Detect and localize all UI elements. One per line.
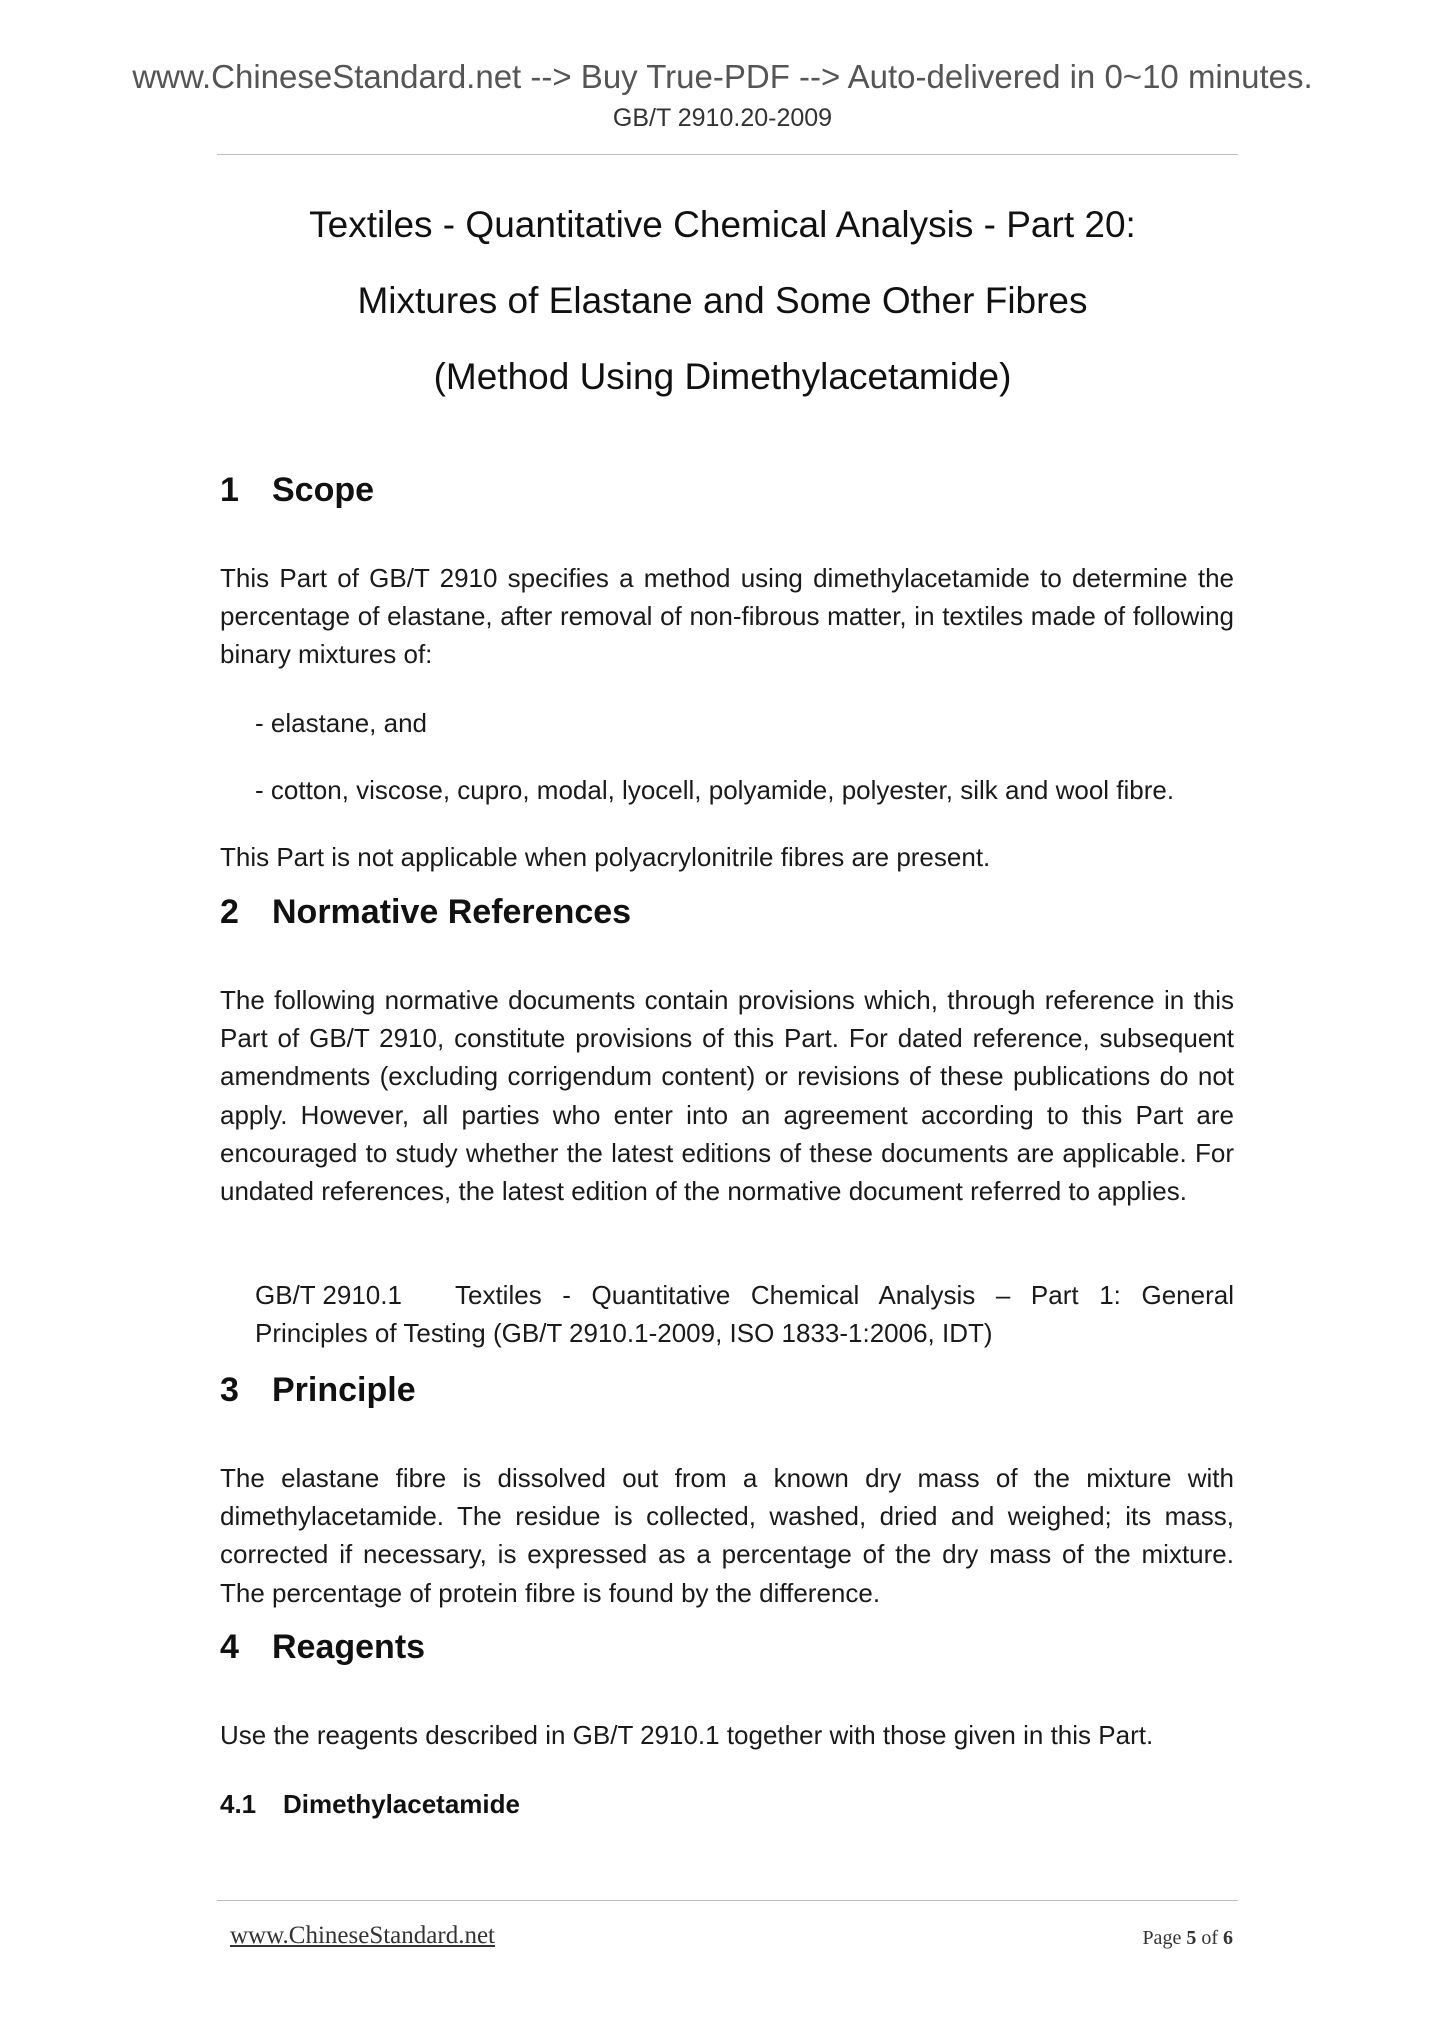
section-title: Normative References	[272, 893, 632, 931]
page-number	[1142, 1927, 1233, 1950]
section-heading-normative-references	[220, 893, 1234, 932]
section-number: 3	[220, 1371, 239, 1409]
scope-list-item: - cotton, viscose, cupro, modal, lyocell, polyamide, polyester, silk and wool fibre.	[255, 775, 1175, 805]
reference-text: Textiles - Quantitative Chemical Analysis – Part 1: General Principles of Testing (GB/T 2910.1-2009, ISO 1833-1:2006, IDT)	[255, 1280, 1234, 1349]
footer-website-link[interactable]: www.ChineseStandard.net	[230, 1922, 495, 1949]
scope-note-paragraph: This Part is not applicable when polyacrylonitrile fibres are present.	[220, 842, 991, 872]
page-prefix: Page	[1142, 1927, 1182, 1949]
subsection-heading-dimethylacetamide	[220, 1789, 1234, 1820]
document-title-line-1: Textiles - Quantitative Chemical Analysis - Part 20:	[309, 204, 1136, 245]
footer-divider	[217, 1900, 1238, 1901]
section-number: 1	[220, 471, 239, 509]
normative-body-paragraph: The following normative documents contain provisions which, through reference in this Part of GB/T 2910, constitute provisions of this Part. For dated reference, subsequent amendments (excluding corrigendum content) or revisions of these publications do not apply. However, all parties who enter into an agreement according to this Part are encouraged to study whether the latest editions of these documents are applicable. For undated references, the latest edition of the normative document referred to applies.	[220, 985, 1234, 1207]
section-number: 4	[220, 1628, 239, 1666]
normative-reference-entry	[255, 1276, 1234, 1352]
section-heading-principle	[220, 1371, 1234, 1410]
section-title: Principle	[272, 1371, 416, 1409]
page-of: of	[1201, 1927, 1218, 1949]
reference-code: GB/T 2910.1	[255, 1280, 402, 1310]
header-divider	[217, 154, 1238, 155]
document-title-line-3: (Method Using Dimethylacetamide)	[433, 356, 1012, 397]
subsection-title: Dimethylacetamide	[283, 1789, 520, 1819]
document-title-line-2: Mixtures of Elastane and Some Other Fibres	[357, 280, 1088, 321]
scope-intro-paragraph: This Part of GB/T 2910 specifies a method using dimethylacetamide to determine the percentage of elastane, after removal of non-fibrous matter, in textiles made of following binary mixtures of:	[220, 563, 1234, 670]
section-number: 2	[220, 893, 239, 931]
scope-list-item: - elastane, and	[255, 708, 428, 738]
section-heading-reagents	[220, 1628, 1234, 1667]
subsection-number: 4.1	[220, 1789, 257, 1819]
section-title: Reagents	[272, 1628, 426, 1666]
reagents-body-paragraph: Use the reagents described in GB/T 2910.1 together with those given in this Part.	[220, 1720, 1154, 1750]
standard-code: GB/T 2910.20-2009	[612, 104, 833, 132]
page-total: 6	[1223, 1927, 1233, 1949]
section-title: Scope	[272, 471, 375, 509]
section-heading-scope	[220, 471, 1234, 510]
header-banner[interactable]: www.ChineseStandard.net --> Buy True-PDF --> Auto-delivered in 0~10 minutes.	[132, 58, 1313, 95]
page-current: 5	[1186, 1927, 1197, 1949]
principle-body-paragraph: The elastane fibre is dissolved out from a known dry mass of the mixture with dimethylacetamide. The residue is collected, washed, dried and weighed; its mass, corrected if necessary, is expressed as a percentage of the dry mass of the mixture. The percentage of protein fibre is found by the difference.	[220, 1463, 1234, 1608]
